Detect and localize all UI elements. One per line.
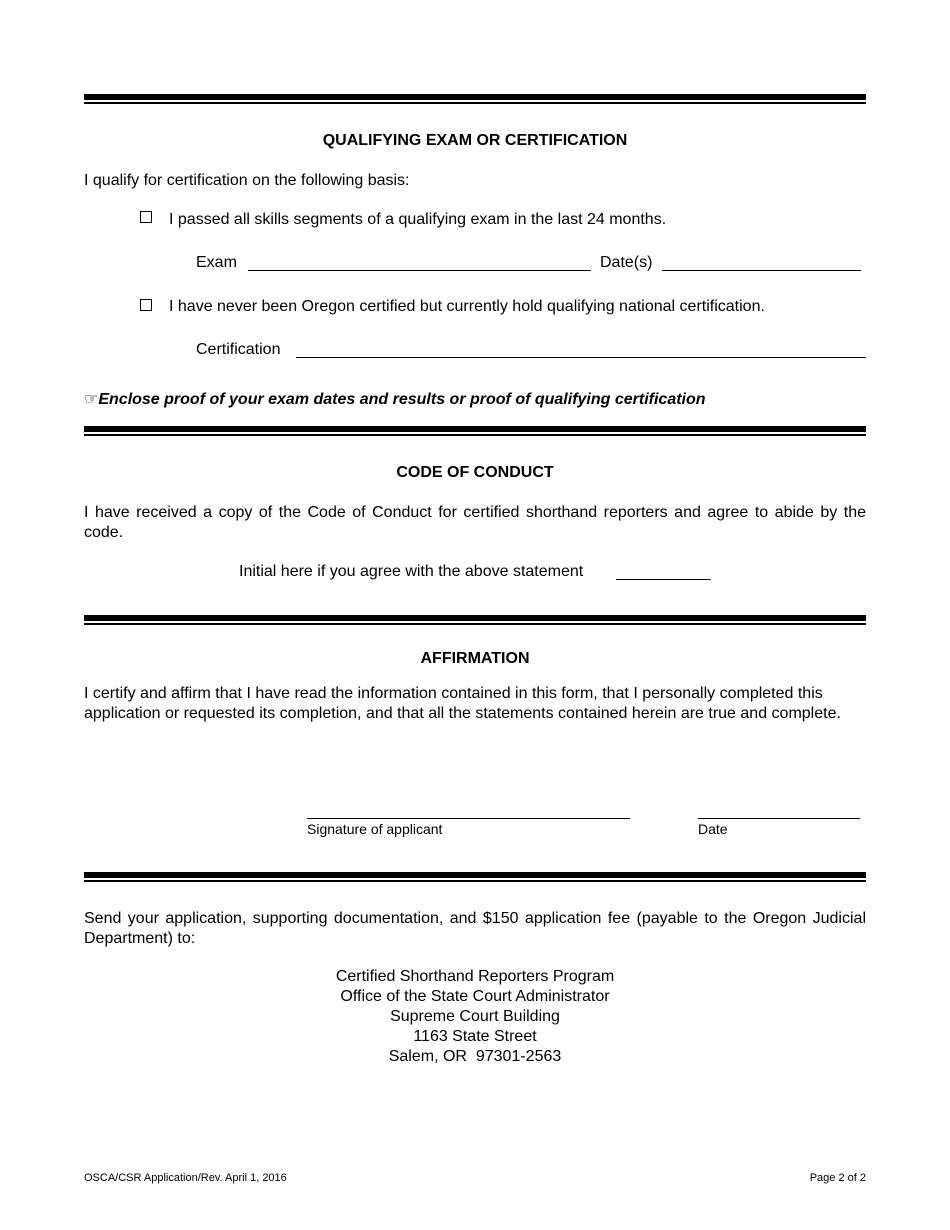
section-divider-top xyxy=(84,94,866,104)
date-field[interactable] xyxy=(698,818,860,819)
section-divider-affirmation xyxy=(84,615,866,625)
certification-label: Certification xyxy=(196,341,281,358)
dates-field[interactable] xyxy=(662,270,861,271)
exam-label: Exam xyxy=(196,254,237,271)
footer-revision: OSCA/CSR Application/Rev. April 1, 2016 xyxy=(84,1172,287,1184)
certification-field[interactable] xyxy=(296,357,866,358)
affirmation-text: I certify and affirm that I have read the information contained in this form, that I personally completed this application or requested its completion, and that all the statements contained herein are true and complete. xyxy=(84,685,841,722)
signature-field[interactable] xyxy=(307,818,630,819)
send-text: Send your application, supporting documentation, and $150 application fee (payable to the Oregon Judicial Department) to: xyxy=(84,910,866,947)
enclose-note xyxy=(84,389,706,410)
address-line: Salem, OR 97301-2563 xyxy=(388,1048,562,1065)
conduct-heading: CODE OF CONDUCT xyxy=(396,464,554,481)
exam-checkbox[interactable] xyxy=(140,211,152,223)
qualifying-intro: I qualify for certification on the following basis: xyxy=(84,172,410,189)
section-divider-send xyxy=(84,872,866,882)
address-line: 1163 State Street xyxy=(413,1028,537,1045)
date-label: Date xyxy=(698,821,728,837)
address-line: Certified Shorthand Reporters Program xyxy=(335,968,615,985)
conduct-text: I have received a copy of the Code of Conduct for certified shorthand reporters and agree to abide by the code. xyxy=(84,504,866,541)
initial-label: Initial here if you agree with the above statement xyxy=(239,563,584,580)
address-line: Supreme Court Building xyxy=(390,1008,560,1025)
enclose-note-text: Enclose proof of your exam dates and results or proof of qualifying certification xyxy=(98,391,706,408)
address-line: Office of the State Court Administrator xyxy=(340,988,610,1005)
footer-page-number: Page 2 of 2 xyxy=(809,1172,866,1184)
qualifying-heading: QUALIFYING EXAM OR CERTIFICATION xyxy=(322,132,628,149)
exam-field[interactable] xyxy=(248,270,591,271)
exam-option-label: I passed all skills segments of a qualifying exam in the last 24 months. xyxy=(169,211,667,228)
certification-checkbox[interactable] xyxy=(140,299,152,311)
affirmation-heading: AFFIRMATION xyxy=(420,650,530,667)
signature-label: Signature of applicant xyxy=(307,821,443,837)
initial-field[interactable] xyxy=(616,579,711,580)
certification-option-label: I have never been Oregon certified but currently hold qualifying national certification. xyxy=(169,298,765,315)
mailing-address xyxy=(84,967,866,1067)
pointing-hand-icon: ☞ xyxy=(84,389,99,408)
dates-label: Date(s) xyxy=(600,254,653,271)
section-divider-conduct xyxy=(84,426,866,436)
